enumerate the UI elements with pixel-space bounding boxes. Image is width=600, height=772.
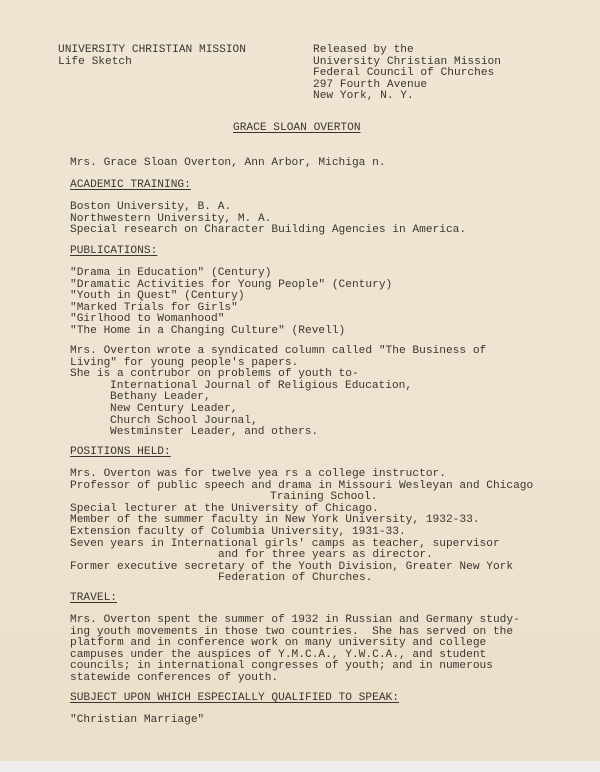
text-line: ing youth movements in those two countries. She has served on the: [70, 625, 514, 638]
travel-paragraph: [70, 615, 520, 685]
doc-type: Life Sketch: [58, 55, 132, 68]
list-item: Northwestern University, M. A.: [70, 212, 272, 225]
list-item: "Dramatic Activities for Young People" (Century): [70, 278, 393, 291]
journal-item: Church School Journal,: [110, 414, 258, 427]
header-left: [58, 45, 246, 68]
list-item-continuation: Federation of Churches.: [218, 572, 373, 585]
publications-heading: PUBLICATIONS:: [70, 245, 158, 257]
list-item: Member of the summer faculty in New York University, 1932-33.: [70, 514, 480, 527]
list-item: Former executive secretary of the Youth Division, Greater New York: [70, 560, 514, 573]
publications-list: [70, 268, 392, 338]
text-line: She is a contrubor on problems of youth to-: [70, 368, 359, 381]
release-line: 297 Fourth Avenue: [313, 78, 428, 91]
release-line: New York, N. Y.: [313, 90, 414, 103]
list-item: "Youth in Quest" (Century): [70, 290, 245, 303]
release-line: University Christian Mission: [313, 55, 501, 68]
subject-item: "Christian Marriage": [70, 714, 205, 726]
positions-list: [70, 469, 533, 585]
text-line: councils; in international congresses of youth; and in numerous: [70, 660, 493, 673]
list-item: Boston University, B. A.: [70, 201, 232, 213]
list-item-continuation: Training School.: [270, 491, 378, 504]
list-item: Special lecturer at the University of Chicago.: [70, 502, 379, 515]
text-line: campuses under the auspices of Y.M.C.A., Y.W.C.A., and student: [70, 648, 487, 661]
release-line: Released by the: [313, 44, 414, 56]
list-item-continuation: and for three years as director.: [218, 549, 433, 562]
academic-list: [70, 202, 466, 237]
list-item: Extension faculty of Columbia University, 1931-33.: [70, 525, 406, 538]
intro-line: Mrs. Grace Sloan Overton, Ann Arbor, Michiga n.: [70, 157, 386, 169]
subject-heading: SUBJECT UPON WHICH ESPECIALLY QUALIFIED TO SPEAK:: [70, 692, 399, 704]
header-right: [313, 45, 501, 103]
travel-heading: TRAVEL:: [70, 592, 117, 604]
list-item: Mrs. Overton was for twelve yea rs a college instructor.: [70, 468, 446, 480]
list-item: "The Home in a Changing Culture" (Revell): [70, 324, 346, 337]
text-line: platform and in conference work on many university and college: [70, 637, 487, 650]
list-item: "Marked Trials for Girls": [70, 301, 238, 314]
org-name: UNIVERSITY CHRISTIAN MISSION: [58, 44, 246, 56]
journal-item: International Journal of Religious Education,: [110, 379, 413, 392]
release-line: Federal Council of Churches: [313, 67, 495, 80]
journal-item: Bethany Leader,: [110, 391, 211, 404]
list-item: "Girlhood to Womanhood": [70, 313, 225, 326]
text-line: Mrs. Overton spent the summer of 1932 in Russian and Germany study-: [70, 614, 520, 626]
text-line: Mrs. Overton wrote a syndicated column called "The Business of: [70, 345, 487, 357]
list-item: Special research on Character Building Agencies in America.: [70, 224, 467, 237]
list-item: "Drama in Education" (Century): [70, 267, 272, 279]
positions-heading: POSITIONS HELD:: [70, 446, 171, 458]
journal-item: Westminster Leader, and others.: [110, 426, 319, 439]
academic-heading: ACADEMIC TRAINING:: [70, 179, 191, 191]
journal-item: New Century Leader,: [110, 402, 238, 415]
list-item: Professor of public speech and drama in Missouri Wesleyan and Chicago: [70, 479, 534, 492]
list-item: Seven years in International girls' camps as teacher, supervisor: [70, 537, 500, 550]
text-line: statewide conferences of youth.: [70, 671, 279, 684]
page-title: GRACE SLOAN OVERTON: [233, 122, 361, 134]
column-paragraph: [70, 346, 486, 439]
text-line: Living" for young people's papers.: [70, 356, 299, 369]
